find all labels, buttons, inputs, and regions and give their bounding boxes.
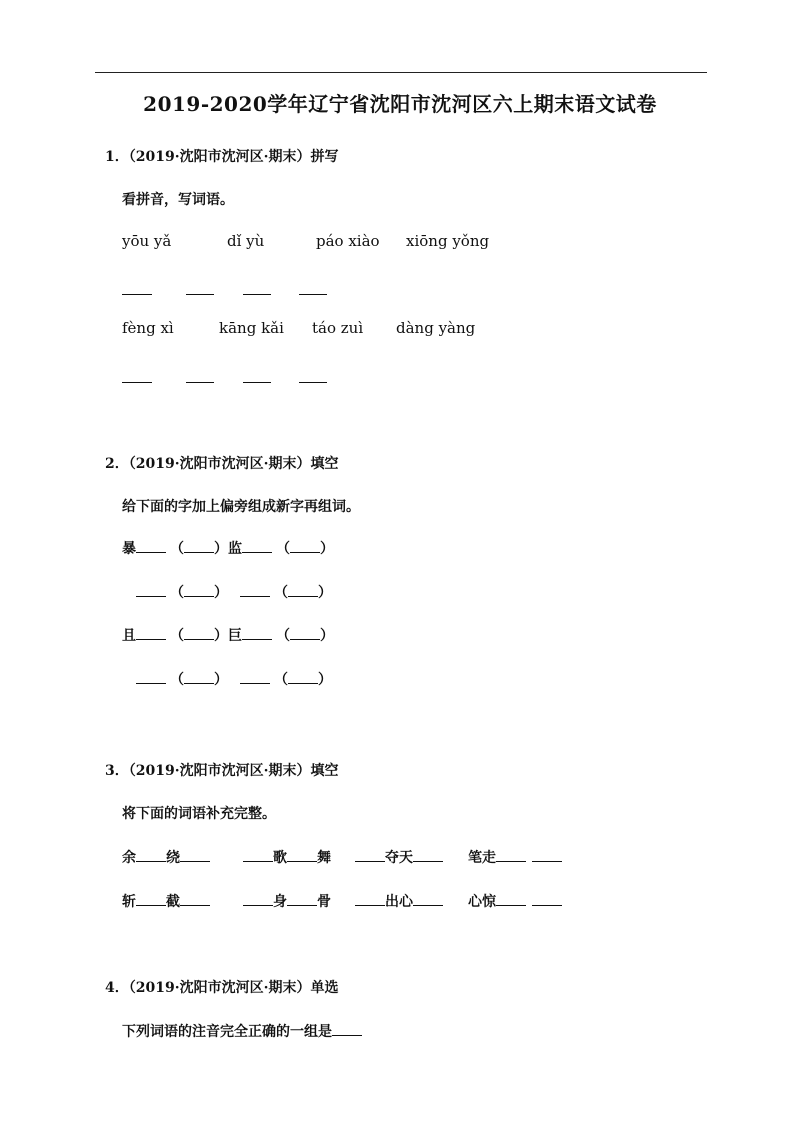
q2-char: 巨: [228, 628, 242, 644]
answer-blank[interactable]: [136, 625, 166, 640]
answer-blank[interactable]: [496, 891, 526, 906]
q3-idiom: [122, 891, 210, 911]
q3-idiom: [243, 891, 331, 911]
q3-idiom: [355, 891, 443, 911]
q4-instruction-text: 下列词语的注音完全正确的一组是: [122, 1024, 332, 1040]
q2-char: 暴: [122, 541, 136, 557]
answer-blank[interactable]: [180, 847, 210, 862]
answer-blank[interactable]: [288, 669, 318, 684]
paren: ）: [214, 672, 228, 688]
answer-blank[interactable]: [355, 891, 385, 906]
q1-header: 1．（2019·沈阳市沈河区·期末）拼写: [105, 149, 339, 165]
idiom-char: 心惊: [468, 894, 496, 910]
q1-answer-blank[interactable]: [299, 381, 327, 383]
answer-blank[interactable]: [496, 847, 526, 862]
q2-char: 监: [228, 541, 242, 557]
paren: （: [274, 585, 288, 601]
q2-row: [136, 582, 332, 602]
idiom-char: 身: [273, 894, 287, 910]
answer-blank[interactable]: [243, 891, 273, 906]
paren: ）: [318, 672, 332, 688]
q4-instruction: [122, 1021, 362, 1041]
idiom-char: 夺天: [385, 850, 413, 866]
q2-instruction: 给下面的字加上偏旁组成新字再组词。: [122, 499, 360, 515]
q1-instruction: 看拼音，写词语。: [122, 192, 234, 208]
q1-answer-blank[interactable]: [186, 293, 214, 295]
q3-header: 3．（2019·沈阳市沈河区·期末）填空: [105, 763, 339, 779]
idiom-char: 出心: [385, 894, 413, 910]
answer-blank[interactable]: [184, 582, 214, 597]
q2-row: [136, 669, 332, 689]
paren: ）: [214, 628, 228, 644]
answer-blank[interactable]: [136, 582, 166, 597]
answer-blank[interactable]: [136, 891, 166, 906]
q3-idiom: [122, 847, 210, 867]
q1-answer-blank[interactable]: [122, 293, 152, 295]
answer-blank[interactable]: [290, 625, 320, 640]
paren: （: [276, 628, 290, 644]
q1-pinyin-1: yōu yǎ: [122, 232, 172, 250]
q3-instruction: 将下面的词语补充完整。: [122, 806, 276, 822]
q4-header: 4．（2019·沈阳市沈河区·期末）单选: [105, 980, 339, 996]
answer-blank[interactable]: [532, 847, 562, 862]
answer-blank[interactable]: [242, 625, 272, 640]
answer-blank[interactable]: [136, 538, 166, 553]
paren: （: [170, 672, 184, 688]
q1-answer-blank[interactable]: [186, 381, 214, 383]
paren: （: [170, 628, 184, 644]
idiom-char: 歌: [273, 850, 287, 866]
q1-pinyin-8: dàng yàng: [396, 319, 476, 337]
answer-blank[interactable]: [136, 847, 166, 862]
answer-blank[interactable]: [240, 582, 270, 597]
q2-row: [122, 625, 334, 645]
idiom-char: 绕: [166, 850, 180, 866]
paren: ）: [214, 585, 228, 601]
q3-idiom: [468, 847, 562, 867]
idiom-char: 余: [122, 850, 136, 866]
q1-answer-blank[interactable]: [299, 293, 327, 295]
q1-pinyin-3: páo xiào: [316, 232, 380, 250]
answer-blank[interactable]: [242, 538, 272, 553]
q3-idiom: [468, 891, 562, 911]
answer-blank[interactable]: [184, 538, 214, 553]
answer-blank[interactable]: [290, 538, 320, 553]
idiom-char: 骨: [317, 894, 331, 910]
q1-pinyin-4: xiōng yǒng: [406, 232, 490, 250]
answer-blank[interactable]: [240, 669, 270, 684]
q3-idiom: [355, 847, 443, 867]
idiom-char: 截: [166, 894, 180, 910]
paren: （: [170, 585, 184, 601]
answer-blank[interactable]: [413, 847, 443, 862]
q1-answer-blank[interactable]: [243, 293, 271, 295]
paren: ）: [214, 541, 228, 557]
paren: ）: [320, 628, 334, 644]
paren: （: [170, 541, 184, 557]
answer-blank[interactable]: [243, 847, 273, 862]
idiom-char: 舞: [317, 850, 331, 866]
answer-blank[interactable]: [184, 669, 214, 684]
answer-blank[interactable]: [136, 669, 166, 684]
q2-row: [122, 538, 334, 558]
page-title: 2019-2020学年辽宁省沈阳市沈河区六上期末语文试卷: [143, 92, 657, 116]
answer-blank[interactable]: [184, 625, 214, 640]
q2-char: 且: [122, 628, 136, 644]
idiom-char: 笔走: [468, 850, 496, 866]
idiom-char: 斩: [122, 894, 136, 910]
q1-answer-blank[interactable]: [122, 381, 152, 383]
answer-blank[interactable]: [332, 1021, 362, 1036]
q1-pinyin-5: fèng xì: [122, 319, 174, 337]
q1-pinyin-7: táo zuì: [312, 319, 364, 337]
paren: （: [276, 541, 290, 557]
answer-blank[interactable]: [287, 847, 317, 862]
answer-blank[interactable]: [532, 891, 562, 906]
q1-pinyin-6: kāng kǎi: [219, 319, 284, 337]
answer-blank[interactable]: [180, 891, 210, 906]
q1-pinyin-2: dǐ yù: [227, 232, 265, 250]
paren: ）: [318, 585, 332, 601]
q2-header: 2．（2019·沈阳市沈河区·期末）填空: [105, 456, 339, 472]
answer-blank[interactable]: [287, 891, 317, 906]
q3-idiom: [243, 847, 331, 867]
paren: ）: [320, 541, 334, 557]
answer-blank[interactable]: [288, 582, 318, 597]
top-rule: [95, 72, 707, 73]
answer-blank[interactable]: [355, 847, 385, 862]
answer-blank[interactable]: [413, 891, 443, 906]
paren: （: [274, 672, 288, 688]
q1-answer-blank[interactable]: [243, 381, 271, 383]
